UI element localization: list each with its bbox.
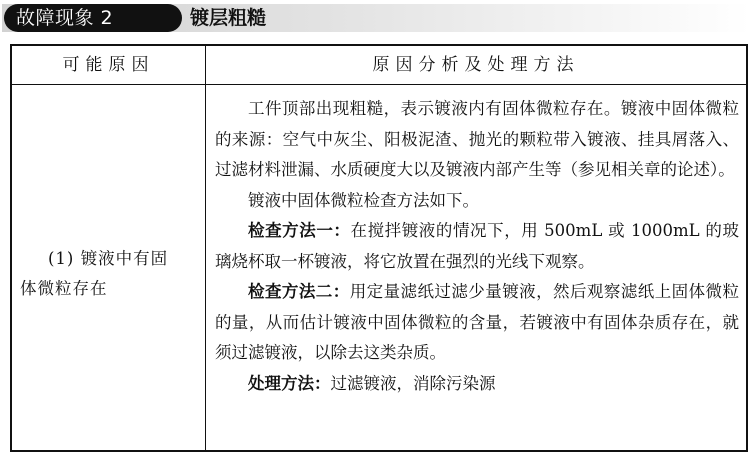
fault-title: 镀层粗糙 — [190, 7, 267, 29]
treatment-text: 过滤镀液，消除污染源 — [330, 373, 496, 393]
cause-cell — [20, 244, 198, 304]
column-divider — [205, 46, 206, 450]
fault-table — [10, 44, 748, 452]
treatment-paragraph — [215, 369, 739, 400]
column-header-cause: 可能原因 — [62, 55, 155, 75]
method-2-label: 检查方法二： — [248, 282, 350, 301]
column-header-analysis: 原因分析及处理方法 — [372, 55, 580, 75]
method-1-paragraph — [215, 216, 739, 277]
analysis-cell — [215, 94, 739, 399]
treatment-label: 处理方法： — [248, 373, 331, 393]
header-divider — [12, 84, 746, 85]
analysis-paragraph-2: 镀液中固体微粒检查方法如下。 — [248, 190, 479, 210]
cause-line-1: (1) 镀液中有固 — [48, 249, 169, 268]
fault-tag — [4, 4, 176, 32]
method-2-paragraph — [215, 277, 739, 369]
cause-line-2: 体微粒存在 — [20, 279, 108, 298]
fault-tag-label: 故障现象 2 — [16, 7, 114, 29]
method-2-text: 用定量滤纸过滤少量镀液，然后观察滤纸上固体微粒的量，从而估计镀液中固体微粒的含量，若镀液中有固体杂质存在，就须过滤镀液，以除去这类杂质。 — [215, 282, 740, 362]
analysis-paragraph-1: 工件顶部出现粗糙，表示镀液内有固体微粒存在。镀液中固体微粒的来源：空气中灰尘、阳极泥渣、抛光的颗粒带入镀液、挂具屑落入、过滤材料泄漏、水质硬度大以及镀液内部产生等（参见相关章的论述）。 — [215, 99, 739, 179]
method-1-label: 检查方法一： — [248, 221, 351, 240]
method-1-text: 在搅拌镀液的情况下，用 500mL 或 1000mL 的玻璃烧杯取一杯镀液，将它放置在强烈的光线下观察。 — [215, 221, 740, 271]
